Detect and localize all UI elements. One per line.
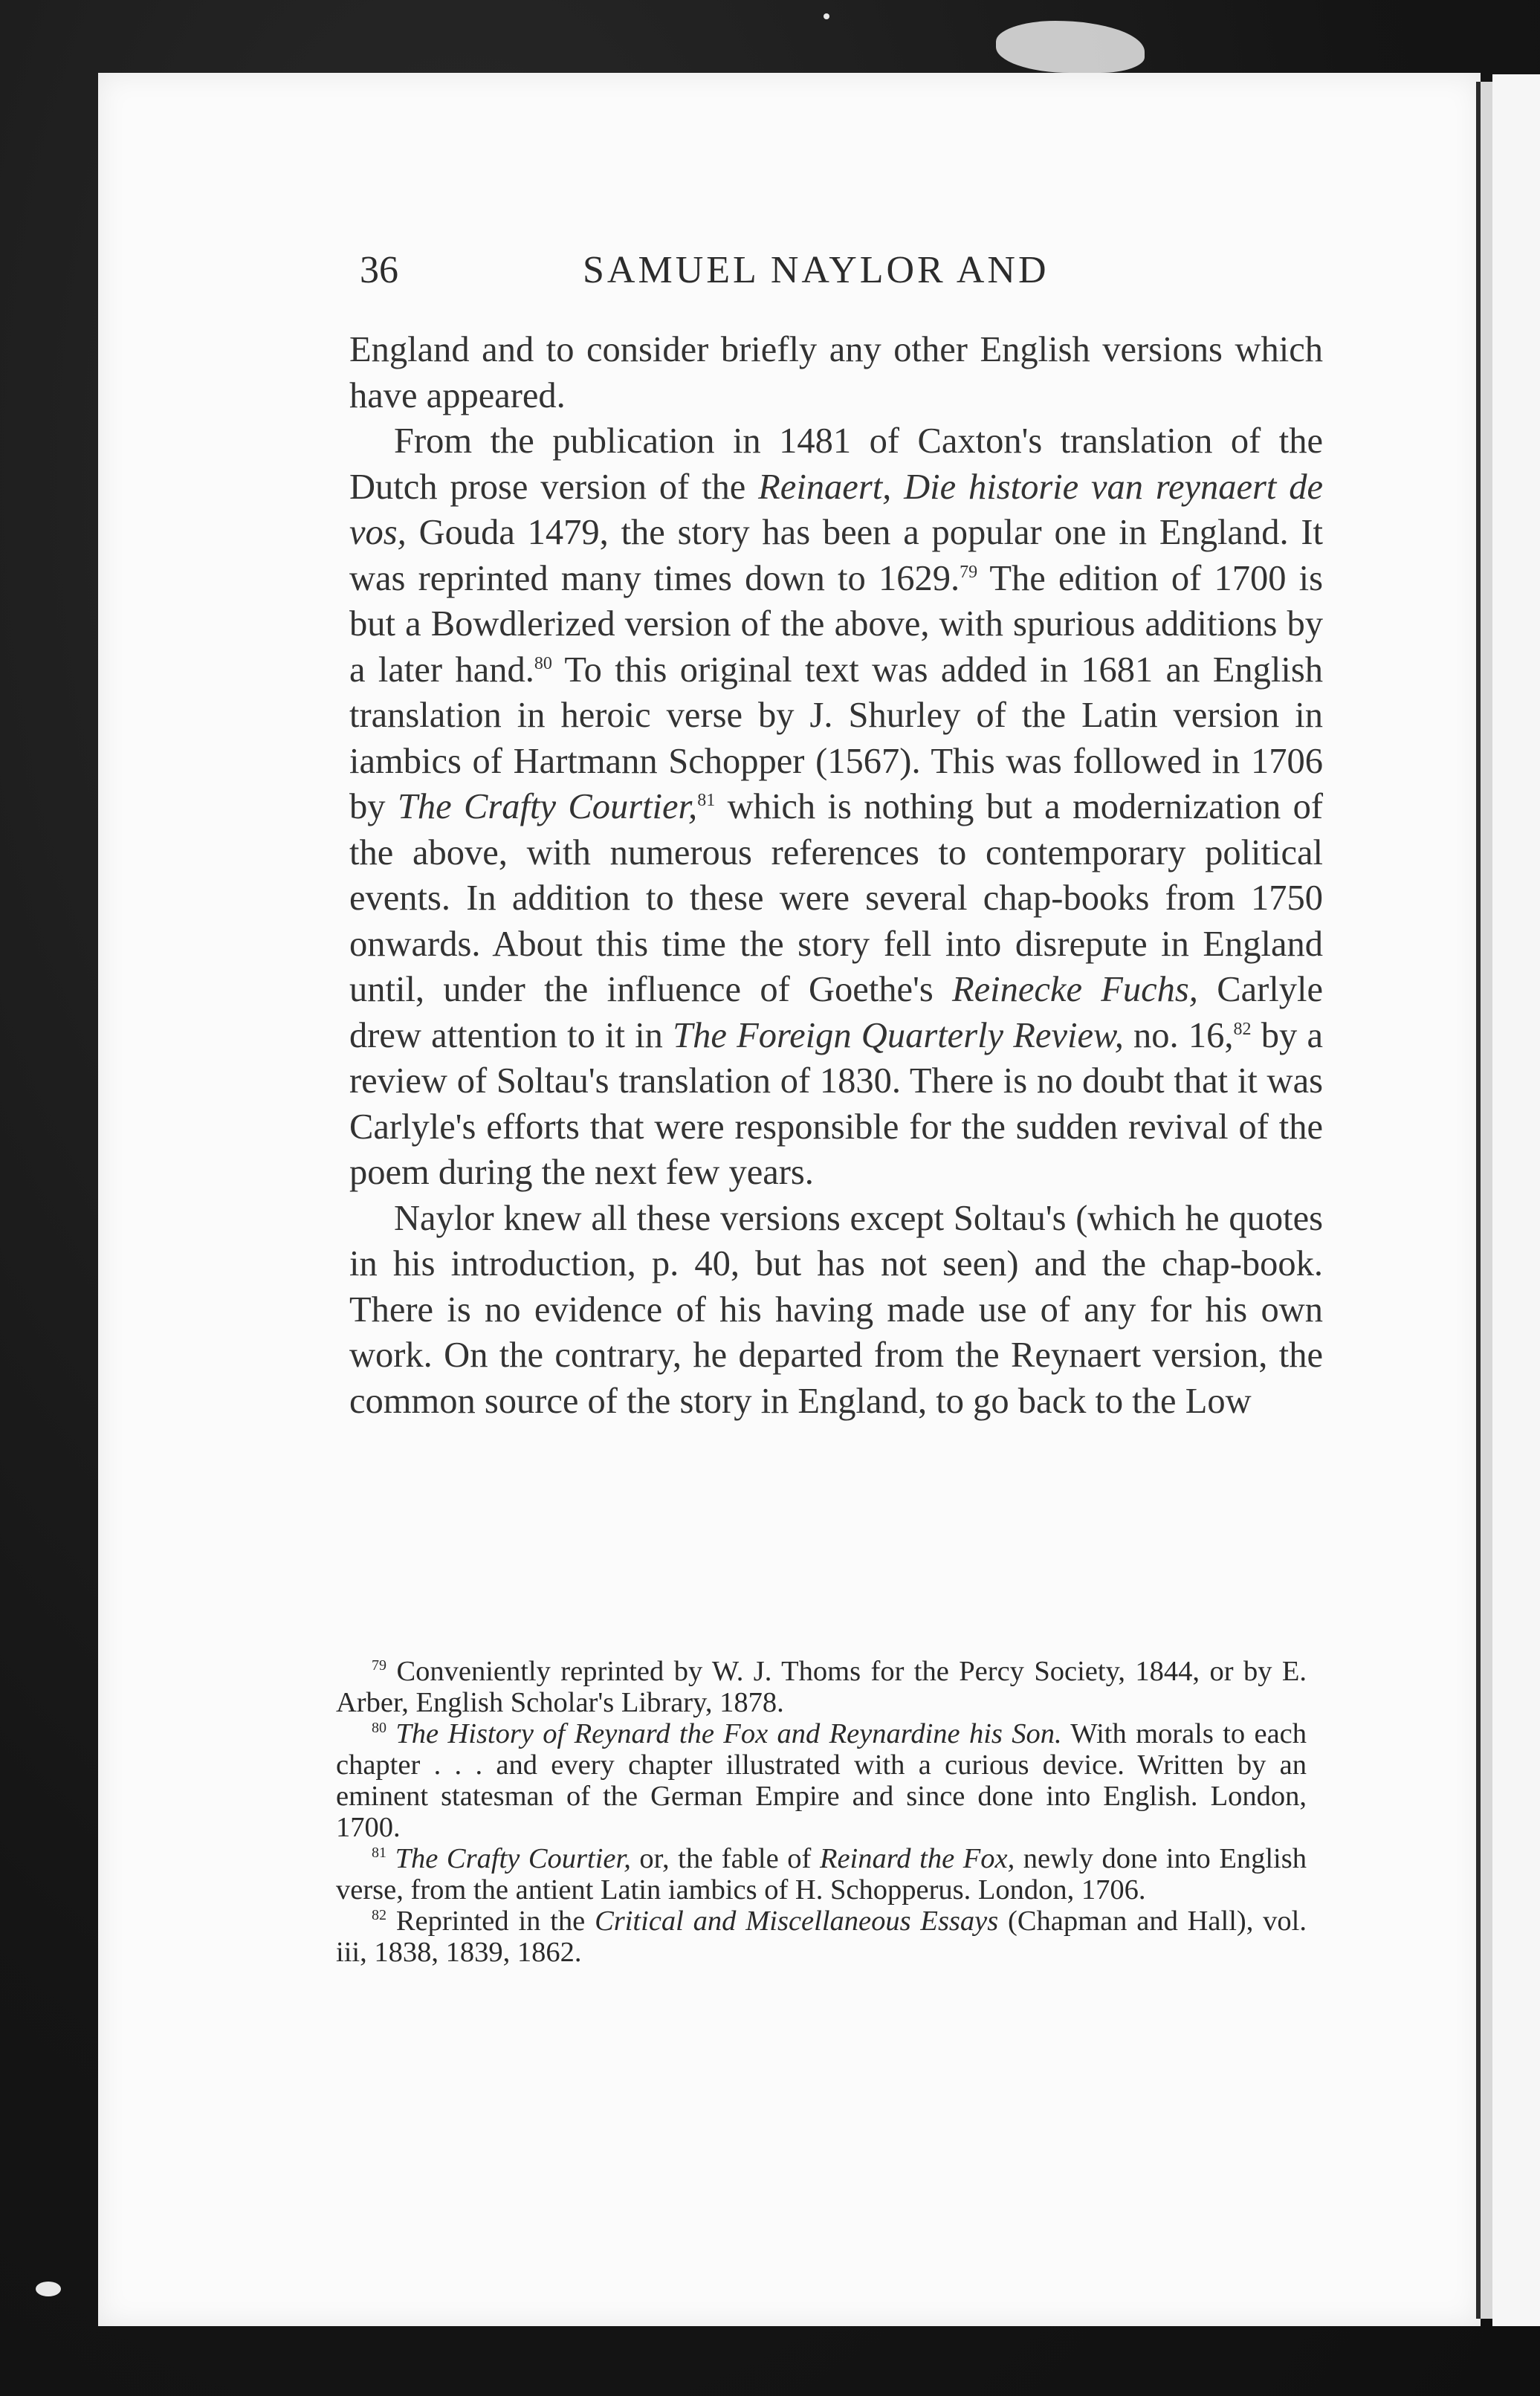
footnote-title: Critical and Miscellaneous Essays xyxy=(595,1906,999,1937)
footnote-title: The History of Reynard the Fox and Reynardine his Son. xyxy=(395,1718,1062,1749)
footnote-ref-80[interactable]: 80 xyxy=(534,653,552,673)
footnote-82 xyxy=(336,1906,1307,1968)
text-run: To this original text was added in 1681 an English translation in heroic verse by J. Shurley of the Latin version in iambics of Hartmann Schopper (1567). This was followed in 1706 by xyxy=(349,650,1323,826)
title-foreign-quarterly: The Foreign Quarterly Review, xyxy=(673,1015,1124,1055)
footnotes xyxy=(336,1656,1307,1968)
footnote-text: (Chapman and Hall), vol. iii, 1838, 1839, 1862. xyxy=(336,1906,1307,1968)
footnote-text: With morals to each chapter . . . and every chapter illustrated with a curious device. Written by an eminent statesman of the German Empire and since done into English. London, 1700. xyxy=(336,1718,1307,1843)
footnote-ref-82[interactable]: 82 xyxy=(1233,1019,1252,1039)
page-number: 36 xyxy=(360,249,398,291)
running-head: SAMUEL NAYLOR AND xyxy=(583,249,1049,291)
footnote-number: 82 xyxy=(372,1907,386,1924)
page-gutter xyxy=(1476,82,1492,2319)
title-crafty-courtier: The Crafty Courtier, xyxy=(397,787,698,826)
page-header xyxy=(360,248,1326,308)
text-run: by a review of Soltau's translation of 1830. There is no doubt that it was Carlyle's efforts that were responsible for the sudden revival of the poem during the next few years. xyxy=(349,1015,1323,1192)
title-reinecke-fuchs: Reinecke Fuchs, xyxy=(952,970,1198,1009)
footnote-text: Reprinted in the xyxy=(395,1906,595,1937)
paragraph-3: Naylor knew all these versions except Soltau's (which he quotes in his introduction, p. 40, but has not seen) and the chap-book. There is no evidence of his having made use of any for his own work. On the contrary, he departed from the Reynaert version, the common source of the story in England, to go back to the Low xyxy=(349,1198,1323,1421)
text-run: no. 16, xyxy=(1123,1015,1234,1055)
footnote-number: 81 xyxy=(372,1845,386,1862)
footnote-ref-79[interactable]: 79 xyxy=(960,562,978,582)
text-run: Gouda 1479, the story has been a popular one in England. It was reprinted many times down to 1629. xyxy=(349,513,1323,598)
text-run: From the publication in 1481 of Caxton's translation of the Dutch prose version of the xyxy=(349,421,1323,507)
footnote-title: Reinard the Fox, xyxy=(819,1843,1015,1874)
footnote-text: Conveniently reprinted by W. J. Thoms for the Percy Society, 1844, or by E. Arber, English Scholar's Library, 1878. xyxy=(336,1656,1307,1718)
dust-speck xyxy=(824,13,829,19)
dust-speck xyxy=(36,2282,61,2296)
facing-page-edge xyxy=(1492,74,1540,2326)
footnote-81 xyxy=(336,1843,1307,1906)
text-run: The edition of 1700 is but a Bowdlerized version of the above, with spurious additions by a later hand. xyxy=(349,558,1324,690)
footnote-text: newly done into English verse, from the antient Latin iambics of H. Schopperus. London, 1706. xyxy=(336,1843,1307,1906)
footnote-ref-81[interactable]: 81 xyxy=(697,790,716,810)
paragraph-1: England and to consider briefly any other English versions which have appeared. xyxy=(349,330,1323,415)
footnote-80 xyxy=(336,1718,1307,1843)
footnote-number: 79 xyxy=(372,1657,386,1674)
text-run: Carlyle drew attention to it in xyxy=(349,970,1323,1055)
footnote-number: 80 xyxy=(372,1720,386,1737)
title-reinaert: Reinaert, Die historie van reynaert de vos, xyxy=(349,467,1323,552)
body-text xyxy=(349,327,1323,1424)
text-run: which is nothing but a modernization of the above, with numerous references to contemporary political events. In addition to these were several chap-books from 1750 onwards. About this time the story fell into disrepute in England until, under the influence of Goethe's xyxy=(349,787,1323,1009)
footnote-text: or, the fable of xyxy=(630,1843,820,1874)
paragraph-2 xyxy=(349,418,1323,1196)
footnote-79 xyxy=(336,1656,1307,1718)
footnote-title: The Crafty Courtier, xyxy=(395,1843,631,1874)
